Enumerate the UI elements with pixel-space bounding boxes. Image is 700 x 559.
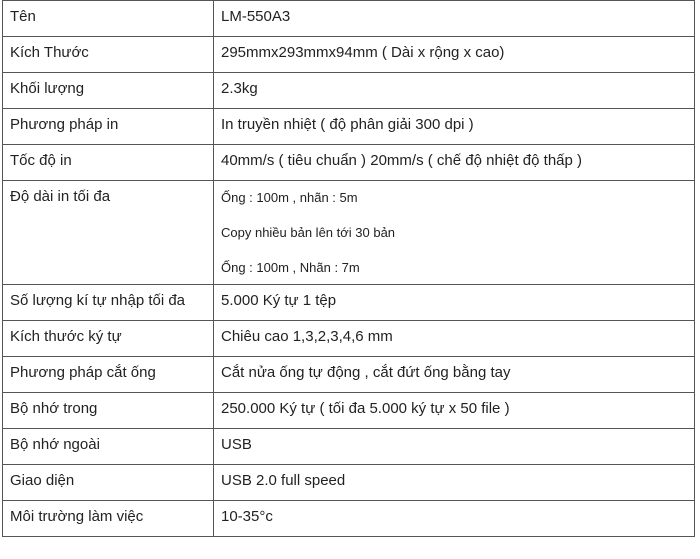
spec-value: LM-550A3	[214, 1, 695, 37]
table-row	[3, 181, 695, 285]
spec-value: 40mm/s ( tiêu chuẩn ) 20mm/s ( chế độ nhiệt độ thấp )	[214, 145, 695, 181]
spec-value: Cắt nửa ống tự động , cắt đứt ống bằng tay	[214, 357, 695, 393]
spec-label: Phương pháp cắt ống	[3, 357, 214, 393]
table-row	[3, 285, 695, 321]
table-row	[3, 429, 695, 465]
spec-label: Phương pháp in	[3, 109, 214, 145]
spec-value-multiline	[214, 181, 695, 285]
spec-value-line: Copy nhiều bản lên tới 30 bản	[221, 225, 396, 240]
table-row	[3, 501, 695, 537]
table-row	[3, 465, 695, 501]
spec-label: Tên	[3, 1, 214, 37]
table-row	[3, 109, 695, 145]
spec-value: 5.000 Ký tự 1 tệp	[214, 285, 695, 321]
spec-value-line: Ống : 100m , Nhãn : 7m	[221, 260, 360, 275]
spec-table	[2, 0, 695, 537]
spec-value: 295mmx293mmx94mm ( Dài x rộng x cao)	[214, 37, 695, 73]
spec-label: Khối lượng	[3, 73, 214, 109]
spec-value: In truyền nhiệt ( độ phân giải 300 dpi )	[214, 109, 695, 145]
spec-value: 10-35°c	[214, 501, 695, 537]
spec-label: Giao diện	[3, 465, 214, 501]
spec-value: USB 2.0 full speed	[214, 465, 695, 501]
spec-label: Kích thước ký tự	[3, 321, 214, 357]
spec-label: Môi trường làm việc	[3, 501, 214, 537]
spec-label: Bộ nhớ ngoài	[3, 429, 214, 465]
spec-label: Số lượng kí tự nhập tối đa	[3, 285, 214, 321]
table-row	[3, 393, 695, 429]
table-row	[3, 321, 695, 357]
table-row	[3, 145, 695, 181]
spec-value: 2.3kg	[214, 73, 695, 109]
table-row	[3, 37, 695, 73]
spec-label: Kích Thước	[3, 37, 214, 73]
table-row	[3, 1, 695, 37]
spec-label: Tốc độ in	[3, 145, 214, 181]
table-row	[3, 357, 695, 393]
table-row	[3, 73, 695, 109]
spec-value-line: Ống : 100m , nhãn : 5m	[221, 190, 358, 205]
spec-value: 250.000 Ký tự ( tối đa 5.000 ký tự x 50 file )	[214, 393, 695, 429]
spec-label: Bộ nhớ trong	[3, 393, 214, 429]
spec-value: Chiêu cao 1,3,2,3,4,6 mm	[214, 321, 695, 357]
spec-value: USB	[214, 429, 695, 465]
spec-label: Độ dài in tối đa	[3, 181, 214, 285]
